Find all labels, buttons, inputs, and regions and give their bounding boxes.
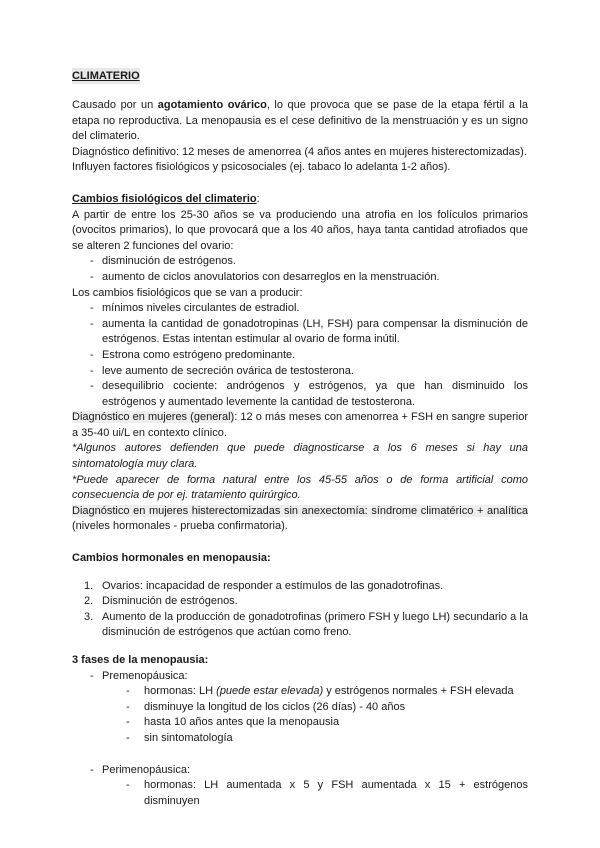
list-item: - aumento de ciclos anovulatorios con desarreglos en la menstruación. [72, 270, 528, 286]
list-item: - Estrona como estrógeno predominante. [72, 348, 528, 364]
list-item: - disminuye la longitud de los ciclos (26 días) - 40 años [72, 700, 528, 716]
section-heading-hormonales: Cambios hormonales en menopausia: [72, 552, 271, 565]
physiological-changes-list [72, 301, 528, 410]
list-item: - disminución de estrógenos. [72, 254, 528, 270]
hormonal-changes-list [72, 579, 528, 641]
list-item: - leve aumento de secreción ovárica de testosterona. [72, 364, 528, 380]
note-1: *Algunos autores defienden que puede diagnosticarse a los 6 meses si hay una sintomatología muy clara. [72, 442, 528, 471]
premenopausica-list [72, 684, 528, 746]
phase-premenopausica: - Premenopáusica: [72, 669, 528, 685]
document-page [72, 68, 528, 809]
fisiologicos-paragraph-2: Los cambios fisiológicos que se van a producir: [72, 286, 303, 299]
list-item: 1. Ovarios: incapacidad de responder a estímulos de las gonadotrofinas. [84, 579, 444, 592]
list-item: - hormonas: LH aumentada x 5 y FSH aumentada x 15 + estrógenos disminuyen [72, 778, 528, 809]
intro-paragraph-2: Diagnóstico definitivo: 12 meses de amenorrea (4 años antes en mujeres histerectomizadas). [72, 145, 527, 158]
ovary-functions-list [72, 254, 528, 285]
list-item: - desequilibrio cociente: andrógenos y estrógenos, ya que han disminuido los estrógenos y aumentado levemente la cantidad de testosterona. [72, 379, 528, 410]
fisiologicos-paragraph-1: A partir de entre los 25-30 años se va produciendo una atrofia en los folículos primarios (ovocitos primarios), lo que provocará que a los 40 años, haya tanta cantidad atrofiados que se alteren 2 funciones del ovario: [72, 208, 528, 252]
diagnosis-histerectomizadas: Diagnóstico en mujeres histerectomizadas sin anexectomía: síndrome climatérico + analítica (niveles hormonales - prueba confirmatoria). [72, 504, 528, 533]
list-item: - hasta 10 años antes que la menopausia [72, 715, 528, 731]
phase-perimenopausica: - Perimenopáusica: [72, 763, 528, 779]
page-title: CLIMATERIO [72, 70, 140, 82]
section-heading-fases: 3 fases de la menopausia: [72, 654, 209, 666]
intro-paragraph-1: Causado por un agotamiento ovárico, lo que provoca que se pase de la etapa fértil a la etapa no reproductiva. La menopausia es el cese definitivo de la menstruación y es un signo del climaterio. [72, 99, 528, 143]
phase-list [72, 669, 528, 685]
section-heading-fisiologicos: Cambios fisiológicos del climaterio: [72, 192, 260, 205]
phase-list [72, 763, 528, 779]
diagnosis-general: Diagnóstico en mujeres (general): 12 o más meses con amenorrea + FSH en sangre superior a 35-40 ui/L en contexto clínico. [72, 411, 528, 439]
list-item: - aumenta la cantidad de gonadotropinas (LH, FSH) para compensar la disminución de estrógenos. Estas intentan estimular al ovario de forma inútil. [72, 317, 528, 348]
list-item: - hormonas: LH (puede estar elevada) y estrógenos normales + FSH elevada [72, 684, 528, 700]
list-item: 2. Disminución de estrógenos. [84, 595, 238, 608]
list-item: - mínimos niveles circulantes de estradiol. [72, 301, 528, 317]
note-2: *Puede aparecer de forma natural entre los 45-55 años o de forma artificial como consecuencia de por ej. tratamiento quirúrgico. [72, 473, 528, 502]
intro-bold-term: agotamiento ovárico [157, 99, 267, 111]
perimenopausica-list [72, 778, 528, 809]
list-item: - sin sintomatología [72, 731, 528, 747]
list-item: 3. Aumento de la producción de gonadotrofinas (primero FSH y luego LH) secundario a la disminución de estrógenos que actúan como freno. [84, 610, 528, 639]
intro-paragraph-3: Influyen factores fisiológicos y psicosociales (ej. tabaco lo adelanta 1-2 años). [72, 161, 451, 174]
